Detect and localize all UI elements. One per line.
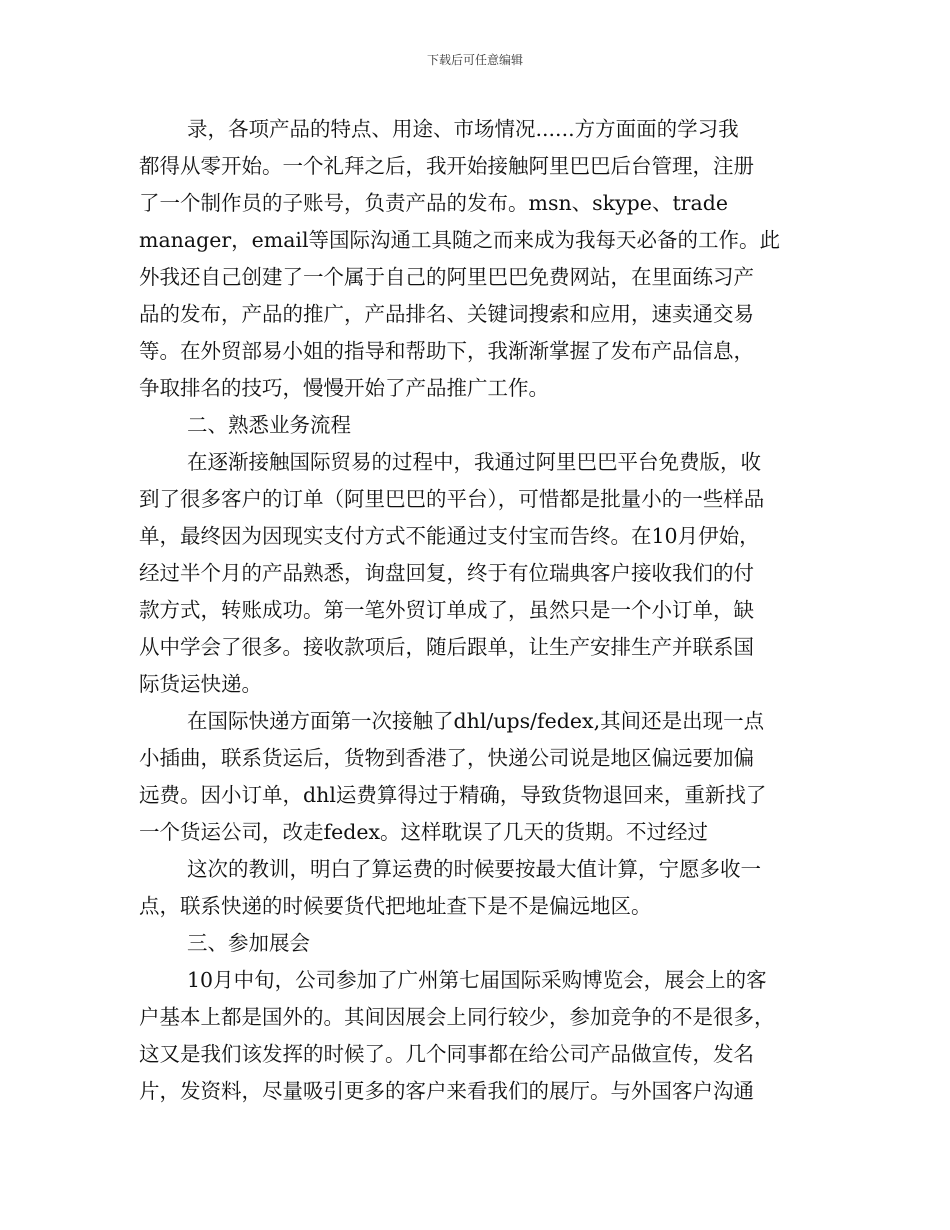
text-line: 小插曲，联系货运后，货物到香港了，快递公司说是地区偏远要加偏 xyxy=(139,746,754,770)
text-line: 际货运快递。 xyxy=(139,672,262,696)
text-line: 争取排名的技巧，慢慢开始了产品推广工作。 xyxy=(139,376,549,400)
text-line: 在逐渐接触国际贸易的过程中，我通过阿里巴巴平台免费版，收 xyxy=(187,450,761,474)
text-line: 这又是我们该发挥的时候了。几个同事都在给公司产品做宣传，发名 xyxy=(139,1042,754,1066)
text-line: 单，最终因为因现实支付方式不能通过支付宝而告终。在10月伊始， xyxy=(139,524,760,548)
section-heading: 二、熟悉业务流程 xyxy=(187,413,351,437)
text-line: 户基本上都是国外的。其间因展会上同行较少，参加竞争的不是很多， xyxy=(139,1005,775,1029)
text-line: 10月中旬，公司参加了广州第七届国际采购博览会，展会上的客 xyxy=(187,968,767,992)
text-line: 录，各项产品的特点、用途、市场情况......方方面面的学习我 xyxy=(187,117,739,141)
text-line: 点，联系快递的时候要货代把地址查下是不是偏远地区。 xyxy=(139,894,652,918)
text-line: 等。在外贸部易小姐的指导和帮助下，我渐渐掌握了发布产品信息， xyxy=(139,339,754,363)
text-line: 都得从零开始。一个礼拜之后，我开始接触阿里巴巴后台管理，注册 xyxy=(139,154,754,178)
text-line: 一个货运公司，改走fedex。这样耽误了几天的货期。不过经过 xyxy=(139,820,709,844)
text-line: 了一个制作员的子账号，负责产品的发布。msn、skype、trade xyxy=(139,191,728,215)
text-line: 款方式，转账成功。第一笔外贸订单成了，虽然只是一个小订单，缺 xyxy=(139,598,754,622)
text-line: 这次的教训，明白了算运费的时候要按最大值计算，宁愿多收一 xyxy=(187,857,761,881)
text-line: 到了很多客户的订单（阿里巴巴的平台），可惜都是批量小的一些样品 xyxy=(139,487,765,511)
page-header: 下载后可任意编辑 xyxy=(426,53,523,67)
text-line: 片，发资料，尽量吸引更多的客户来看我们的展厅。与外国客户沟通 xyxy=(139,1079,754,1103)
text-line: manager，email等国际沟通工具随之而来成为我每天必备的工作。此 xyxy=(139,228,781,252)
document-body xyxy=(139,111,811,1110)
text-line: 外我还自己创建了一个属于自己的阿里巴巴免费网站，在里面练习产 xyxy=(139,265,754,289)
section-heading: 三、参加展会 xyxy=(187,931,310,955)
text-line: 从中学会了很多。接收款项后，随后跟单，让生产安排生产并联系国 xyxy=(139,635,754,659)
text-line: 在国际快递方面第一次接触了dhl/ups/fedex,其间还是出现一点 xyxy=(187,709,765,733)
text-line: 远费。因小订单，dhl运费算得过于精确，导致货物退回来，重新找了 xyxy=(139,783,767,807)
text-line: 经过半个月的产品熟悉，询盘回复，终于有位瑞典客户接收我们的付 xyxy=(139,561,754,585)
text-line: 品的发布，产品的推广，产品排名、关键词搜索和应用，速卖通交易 xyxy=(139,302,754,326)
